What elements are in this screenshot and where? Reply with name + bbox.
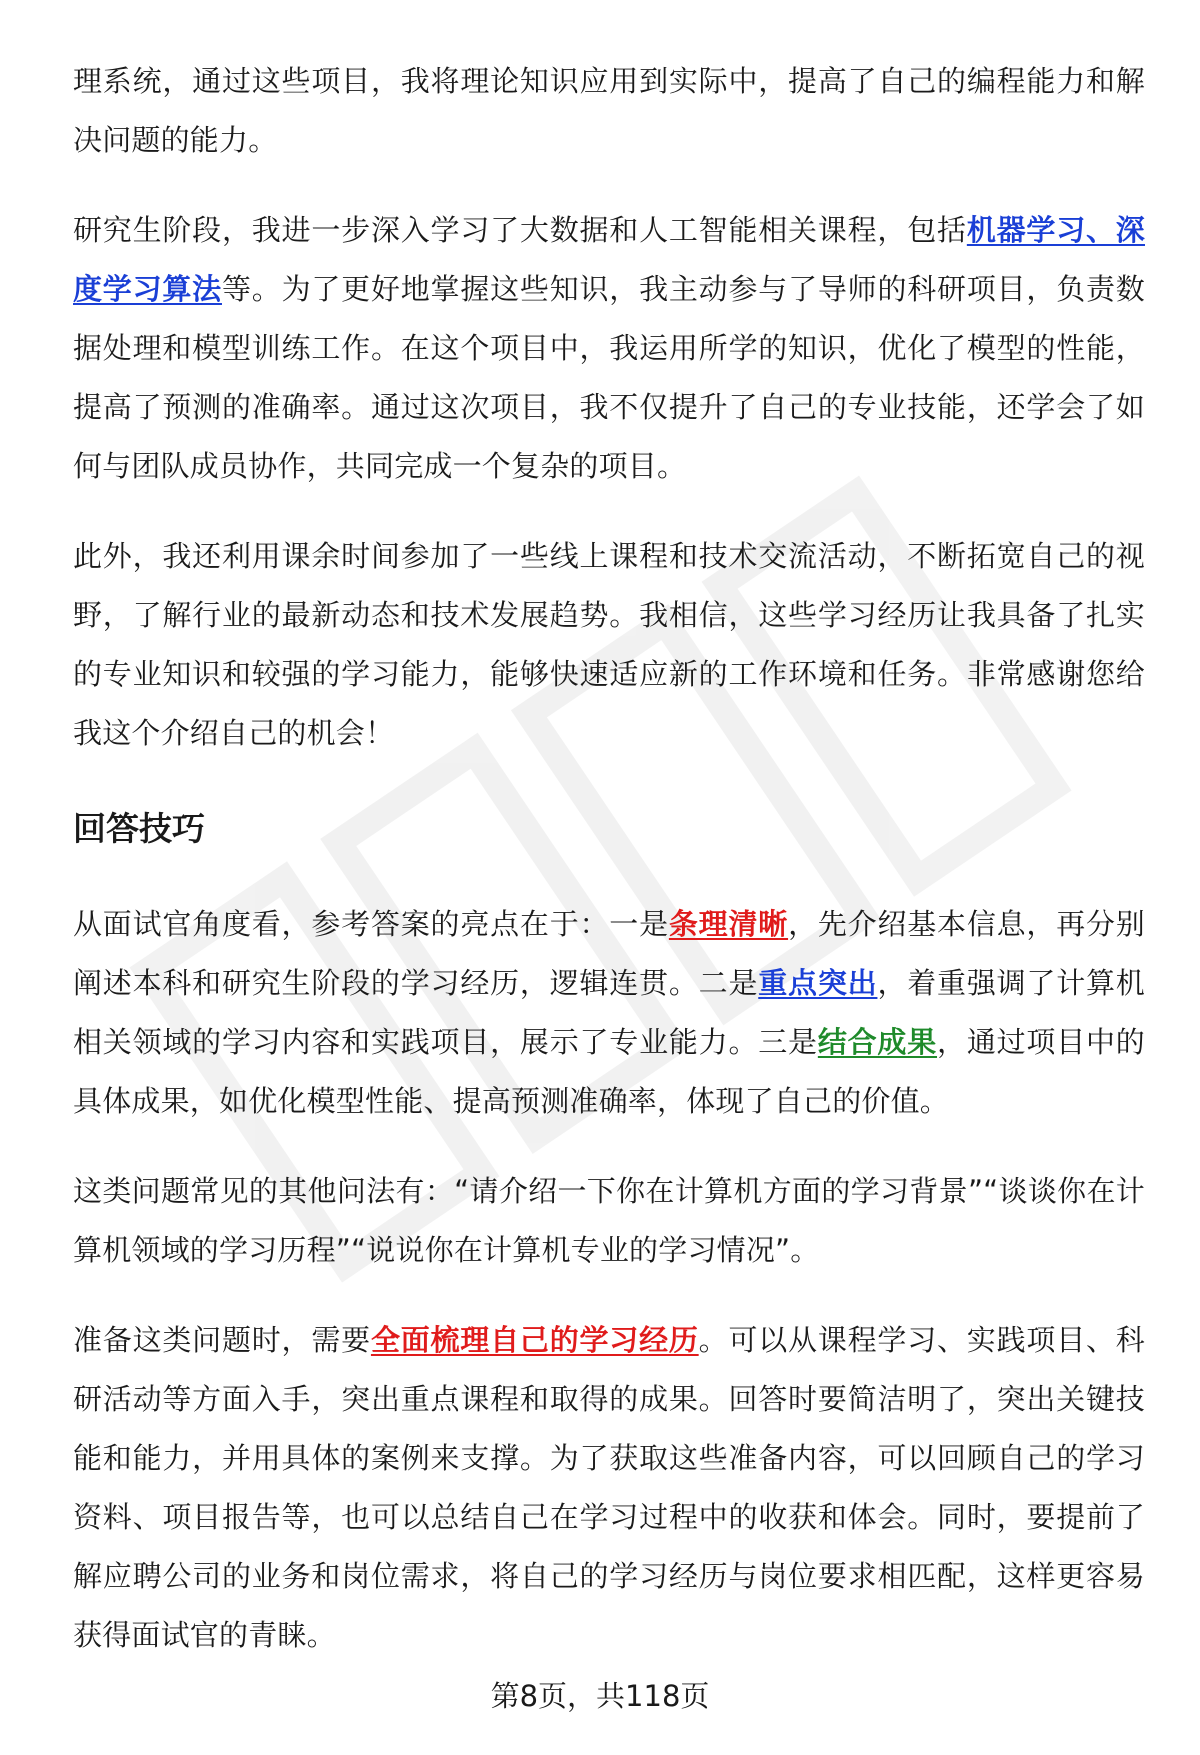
paragraph-4-text-1: 从面试官角度看，参考答案的亮点在于：一是 (73, 907, 669, 941)
paragraph-1: 理系统，通过这些项目，我将理论知识应用到实际中，提高了自己的编程能力和解决问题的能力。 (73, 64, 1145, 157)
paragraph-4-text-4: ，通过项目中的具体成果，如优化模型性能、提高预测准确率，体现了自己的价值。 (73, 1025, 1145, 1118)
paragraph-5: 这类问题常见的其他问法有：“请介绍一下你在计算机方面的学习背景”“谈谈你在计算机领域的学习历程”“说说你在计算机专业的学习情况”。 (73, 1174, 1145, 1267)
highlight-clear-structure: 条理清晰 (668, 907, 789, 941)
paragraph-2-text-2: 等。为了更好地掌握这些知识，我主动参与了导师的科研项目，负责数据处理和模型训练工作。在这个项目中，我运用所学的知识，优化了模型的性能，提高了预测的准确率。通过这次项目，我不仅提升了自己的专业技能，还学会了如何与团队成员协作，共同完成一个复杂的项目。 (73, 272, 1145, 483)
paragraph-6 (73, 1311, 1145, 1665)
paragraph-4 (73, 895, 1145, 1131)
highlight-key-points: 重点突出 (758, 966, 878, 1000)
highlight-ml-dl: 机器学习、深度学习算法 (73, 213, 1145, 306)
page-number: 第8页，共118页 (490, 1679, 710, 1713)
paragraph-6-text-2: 。可以从课程学习、实践项目、科研活动等方面入手，突出重点课程和取得的成果。回答时要简洁明了，突出关键技能和能力，并用具体的案例来支撑。为了获取这些准备内容，可以回顾自己的学习资料、项目报告等，也可以总结自己在学习过程中的收获和体会。同时，要提前了解应聘公司的业务和岗位需求，将自己的学习经历与岗位要求相匹配，这样更容易获得面试官的青睐。 (73, 1323, 1145, 1652)
document-body (73, 52, 1145, 1665)
highlight-review-experience: 全面梳理自己的学习经历 (370, 1323, 699, 1357)
paragraph-6-text-1: 准备这类问题时，需要 (73, 1323, 371, 1357)
paragraph-4-text-2: ，先介绍基本信息，再分别阐述本科和研究生阶段的学习经历，逻辑连贯。二是 (73, 907, 1145, 1000)
paragraph-4-text-3: ，着重强调了计算机相关领域的学习内容和实践项目，展示了专业能力。三是 (73, 966, 1145, 1059)
paragraph-2-text: 研究生阶段，我进一步深入学习了大数据和人工智能相关课程，包括 (73, 213, 967, 247)
highlight-results: 结合成果 (817, 1025, 938, 1059)
section-heading: 回答技巧 (73, 809, 205, 848)
paragraph-3: 此外，我还利用课余时间参加了一些线上课程和技术交流活动，不断拓宽自己的视野，了解行业的最新动态和技术发展趋势。我相信，这些学习经历让我具备了扎实的专业知识和较强的学习能力，能够快速适应新的工作环境和任务。非常感谢您给我这个介绍自己的机会！ (73, 539, 1145, 750)
paragraph-2 (73, 201, 1145, 496)
